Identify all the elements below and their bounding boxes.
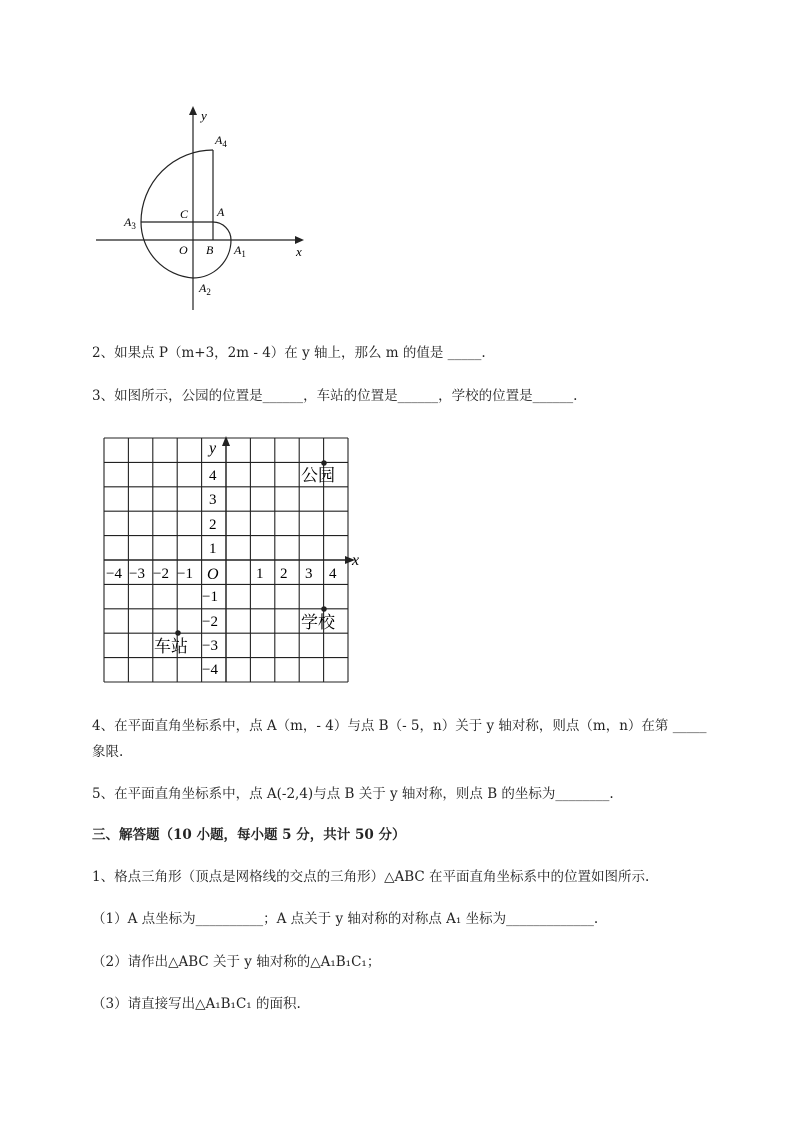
label-o: O (179, 243, 188, 257)
origin-label: O (207, 566, 219, 583)
section-3-title: 三、解答题（10 小题，每小题 5 分，共计 50 分） (92, 827, 406, 843)
solve-1-part-2: （2）请作出△ABC 关于 y 轴对称的△A₁B₁C₁； (92, 954, 381, 970)
x-tick-4: 4 (329, 566, 337, 582)
question-4-line-2: 象限. (92, 744, 124, 760)
label-x: x (296, 244, 302, 259)
question-4-line-1: 4、在平面直角坐标系中，点 A（m，- 4）与点 B（- 5，n）关于 y 轴对称，则点（m，n）在第 _____ (92, 718, 707, 734)
question-5: 5、在平面直角坐标系中，点 A(-2,4)与点 B 关于 y 轴对称，则点 B 的坐标为________. (92, 786, 614, 802)
x-axis-arrow (295, 236, 304, 244)
arc-a3-a4 (141, 150, 213, 222)
park-label: 公园 (301, 466, 335, 485)
label-c: C (180, 207, 189, 221)
question-2: 2、如果点 P（m+3，2m - 4）在 y 轴上，那么 m 的值是 _____. (92, 345, 486, 361)
y-tick-neg2: −2 (202, 614, 218, 630)
label-a: A (217, 205, 225, 219)
figure-1-spiral (90, 100, 320, 315)
label-b: B (206, 243, 214, 257)
station-label: 车站 (154, 637, 188, 656)
solve-1-intro: 1、格点三角形（顶点是网格线的交点的三角形）△ABC 在平面直角坐标系中的位置如图所示. (92, 869, 650, 885)
solve-1-part-3: （3）请直接写出△A₁B₁C₁ 的面积. (92, 996, 301, 1012)
y-tick-neg3: −3 (202, 638, 218, 654)
label-a3: $A_3$ (124, 215, 136, 231)
y-axis-label: y (209, 440, 217, 457)
y-tick-4: 4 (209, 468, 217, 484)
x-tick-neg3: −3 (129, 566, 145, 582)
x-tick-neg2: −2 (153, 566, 169, 582)
label-a4: $A_4$ (215, 133, 227, 149)
x-tick-neg1: −1 (177, 566, 193, 582)
x-axis-label: x (352, 552, 360, 569)
park-point (321, 460, 327, 466)
y-tick-neg1: −1 (202, 589, 218, 605)
x-tick-3: 3 (305, 566, 313, 582)
x-tick-1: 1 (256, 566, 264, 582)
y-tick-3: 3 (209, 492, 217, 508)
label-a1: $A_1$ (234, 243, 246, 259)
figure-2-grid-map (96, 432, 371, 688)
x-tick-neg4: −4 (106, 566, 122, 582)
label-a2: $A_2$ (199, 281, 211, 297)
station-point (175, 630, 181, 636)
school-label: 学校 (301, 613, 335, 632)
y-tick-1: 1 (209, 541, 217, 557)
x-tick-2: 2 (280, 566, 288, 582)
arc-a-a1 (213, 222, 231, 240)
y-tick-neg4: −4 (202, 662, 218, 678)
solve-1-part-1: （1）A 点坐标为__________；A 点关于 y 轴对称的对称点 A₁ 坐标为_____________. (92, 911, 599, 927)
y-tick-2: 2 (209, 517, 217, 533)
school-point (321, 606, 327, 612)
y-axis-arrow (189, 106, 197, 115)
label-y: y (201, 108, 207, 123)
question-3: 3、如图所示，公园的位置是______，车站的位置是______，学校的位置是______. (92, 388, 578, 404)
